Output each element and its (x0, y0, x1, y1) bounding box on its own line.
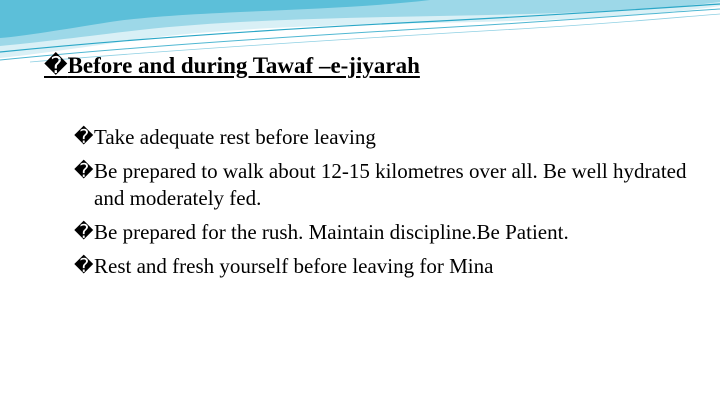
bullet-item (74, 124, 694, 151)
bullet-marker: � (74, 221, 94, 243)
slide-title-text: Before and during Tawaf –e-jiyarah (67, 53, 420, 78)
bullet-text: Take adequate rest before leaving (94, 125, 376, 149)
bullet-item (74, 219, 694, 246)
bullet-text: Rest and fresh yourself before leaving for Mina (94, 254, 494, 278)
bullet-item (74, 253, 694, 280)
bullet-list (74, 124, 694, 287)
bullet-marker: � (74, 126, 94, 148)
bullet-marker: � (74, 160, 94, 182)
bullet-item (74, 158, 694, 212)
title-bullet-glyph: � (44, 53, 68, 79)
slide-title (44, 52, 420, 81)
bullet-marker: � (74, 255, 94, 277)
bullet-text: Be prepared to walk about 12-15 kilometres over all. Be well hydrated and moderately fed. (94, 159, 687, 210)
bullet-text: Be prepared for the rush. Maintain discipline.Be Patient. (94, 220, 569, 244)
